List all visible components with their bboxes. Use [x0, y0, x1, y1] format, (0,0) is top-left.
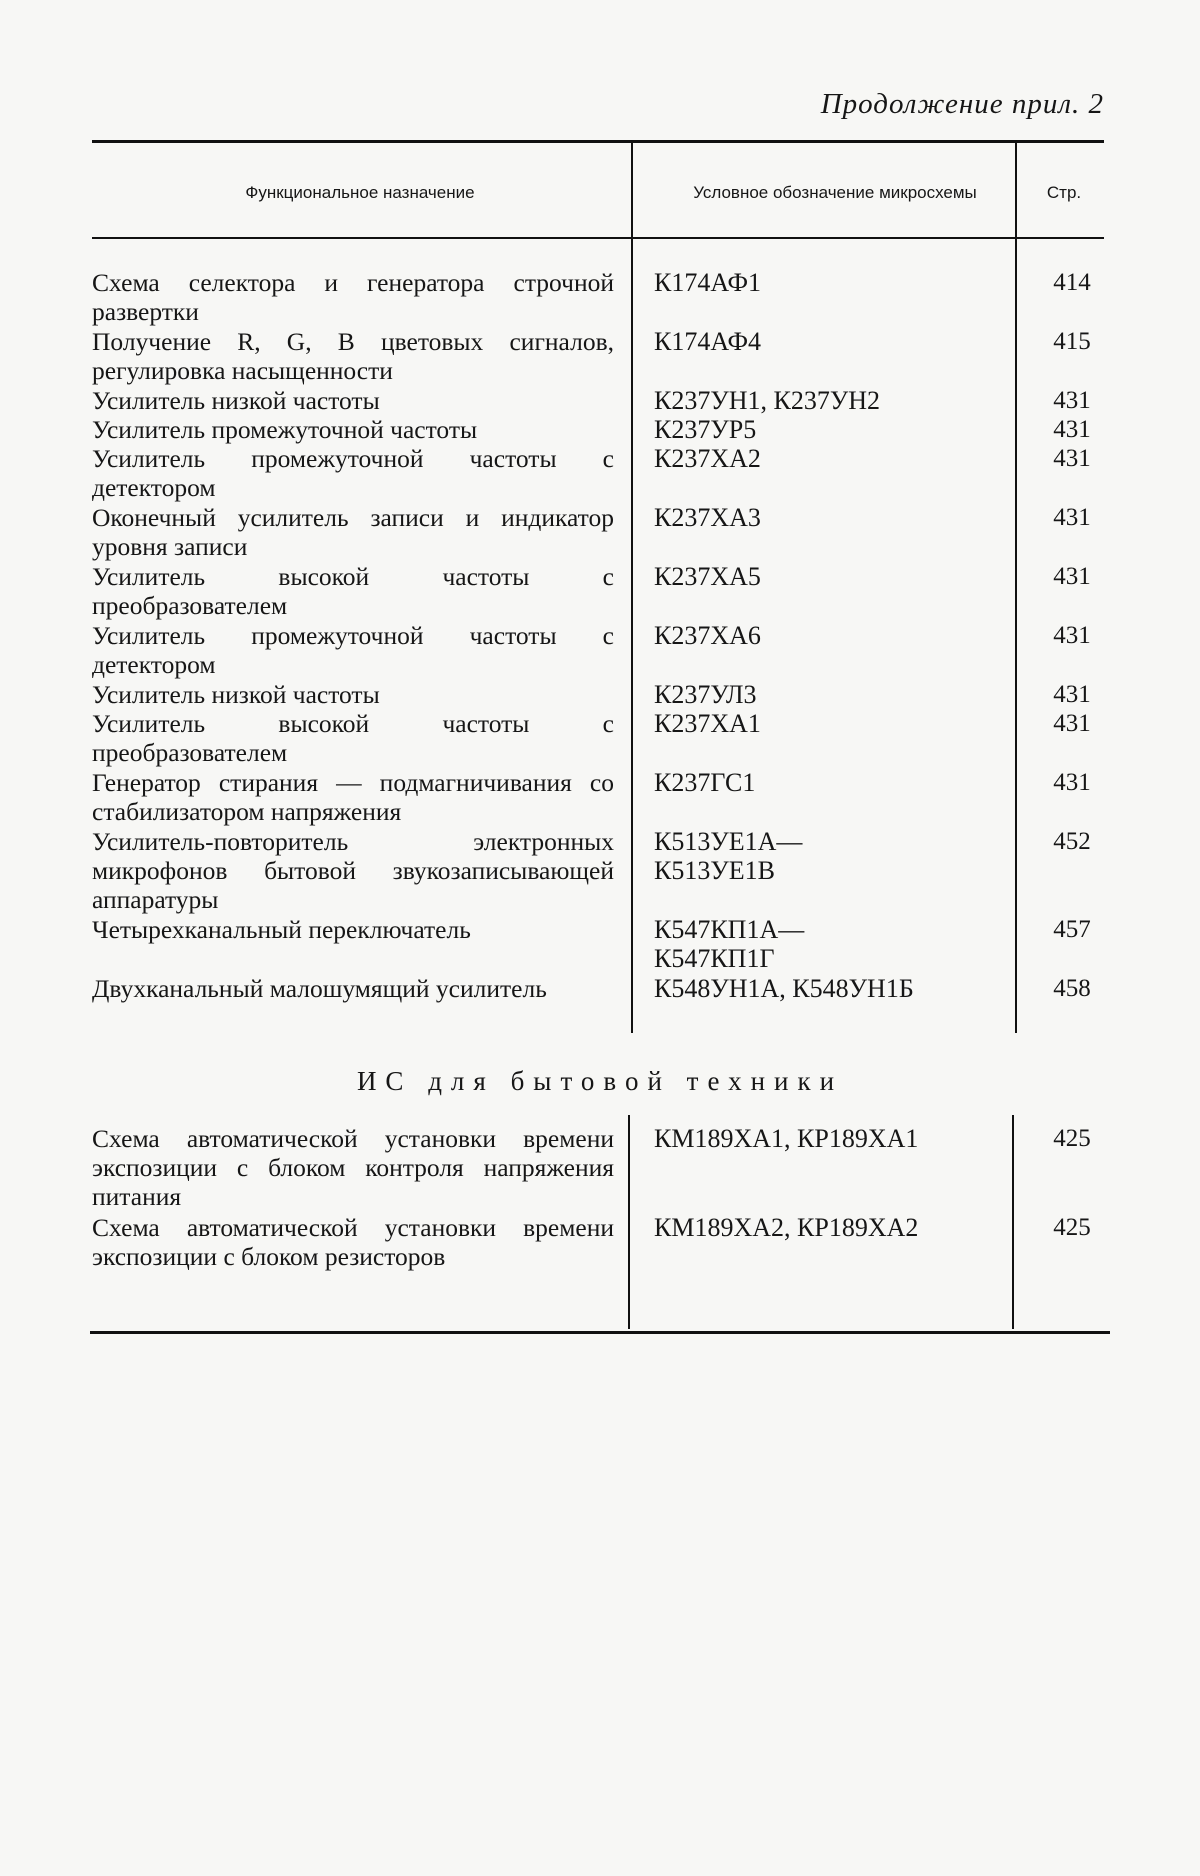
column-divider: [1015, 143, 1017, 1033]
page-cell: 431: [1053, 681, 1091, 708]
page-cell: 457: [1053, 916, 1091, 943]
designation-cell: К237ХА5: [654, 562, 761, 591]
table-top-rule: [92, 140, 1104, 143]
function-cell: Усилитель промежуточной частоты с детектором: [92, 444, 614, 502]
page-cell: 415: [1053, 328, 1091, 355]
function-cell: Получение R, G, B цветовых сигналов, регулировка насыщенности: [92, 327, 614, 385]
page-cell: 431: [1053, 416, 1091, 443]
page-cell: 414: [1053, 269, 1091, 296]
designation-cell: К174АФ4: [654, 327, 762, 356]
function-cell: Двухканальный малошумящий усилитель: [92, 974, 547, 1003]
designation-cell: К548УН1А, К548УН1Б: [654, 974, 914, 1003]
page-cell: 431: [1053, 622, 1091, 649]
designation-cell: КМ189ХА2, КР189ХА2: [654, 1213, 919, 1242]
designation-cell: К237УН1, К237УН2: [654, 386, 881, 415]
function-cell: Усилитель-повторитель электронных микрофонов бытовой звукозаписывающей аппаратуры: [92, 827, 614, 914]
designation-cell: К237УЛ3: [654, 680, 757, 709]
function-cell: Усилитель высокой частоты с преобразователем: [92, 709, 614, 767]
function-cell: Усилитель промежуточной частоты: [92, 415, 478, 444]
function-cell: Четырехканальный переключатель: [92, 915, 471, 944]
column-header-page: Стр.: [1046, 183, 1082, 202]
designation-cell: К174АФ1: [654, 268, 762, 297]
function-cell: Схема селектора и генератора строчной развертки: [92, 268, 614, 326]
page-cell: 431: [1053, 563, 1091, 590]
column-header-designation: Условное обозначение микросхемы: [693, 183, 977, 202]
page-cell: 425: [1053, 1214, 1091, 1241]
function-cell: Генератор стирания — подмагничивания со стабилизатором напряжения: [92, 768, 614, 826]
designation-cell: К547КП1А—К547КП1Г: [654, 915, 805, 973]
designation-cell: К237ХА2: [654, 444, 761, 473]
continuation-label: Продолжение прил. 2: [820, 88, 1104, 120]
designation-cell: К237ХА6: [654, 621, 761, 650]
designation-cell: К237ГС1: [654, 768, 756, 797]
designation-cell: К513УЕ1А—К513УЕ1В: [654, 827, 803, 885]
page-cell: 452: [1053, 828, 1091, 855]
page-cell: 431: [1053, 387, 1091, 414]
section-title: ИС для бытовой техники: [356, 1066, 844, 1096]
function-cell: Оконечный усилитель записи и индикатор уровня записи: [92, 503, 614, 561]
page-cell: 458: [1053, 975, 1091, 1002]
column-divider: [631, 143, 633, 1033]
page-cell: 425: [1053, 1125, 1091, 1152]
column-header-function: Функциональное назначение: [245, 183, 475, 202]
page-cell: 431: [1053, 504, 1091, 531]
designation-cell: К237ХА3: [654, 503, 761, 532]
function-cell: Усилитель низкой частоты: [92, 680, 380, 709]
function-cell: Схема автоматической установки времени экспозиции с блоком контроля напряжения питания: [92, 1124, 614, 1211]
page-cell: 431: [1053, 445, 1091, 472]
column-divider: [628, 1115, 630, 1329]
table-bottom-rule: [90, 1331, 1110, 1334]
function-cell: Усилитель низкой частоты: [92, 386, 380, 415]
page-cell: 431: [1053, 769, 1091, 796]
designation-cell: К237УР5: [654, 415, 757, 444]
function-cell: Схема автоматической установки времени экспозиции с блоком резисторов: [92, 1213, 614, 1271]
page-cell: 431: [1053, 710, 1091, 737]
designation-cell: К237ХА1: [654, 709, 761, 738]
designation-cell: КМ189ХА1, КР189ХА1: [654, 1124, 919, 1153]
function-cell: Усилитель промежуточной частоты с детектором: [92, 621, 614, 679]
function-cell: Усилитель высокой частоты с преобразователем: [92, 562, 614, 620]
